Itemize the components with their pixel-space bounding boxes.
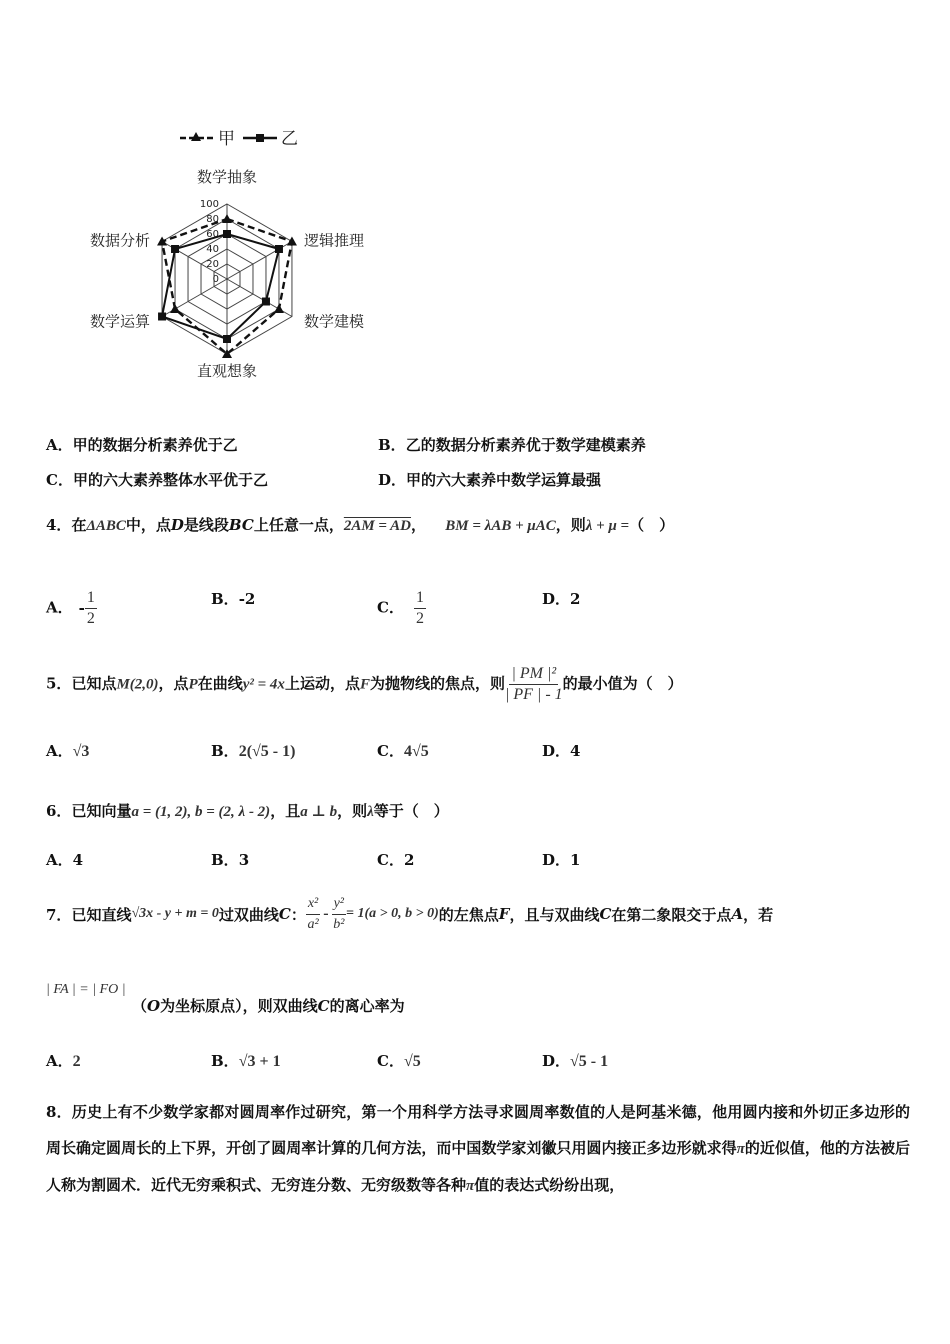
- axis-label-1: 逻辑推理: [303, 231, 364, 250]
- point-乙-5: [171, 245, 179, 253]
- q4-option-b: B．-2: [211, 590, 256, 608]
- q5-option-a: A．√3: [46, 742, 90, 760]
- q3-option-b: B．乙的数据分析素养优于数学建模素养: [378, 436, 646, 454]
- q6-option-a: A．4: [46, 851, 84, 869]
- legend-label-0: 甲: [218, 129, 235, 149]
- axis-label-4: 数学运算: [90, 312, 151, 331]
- point-乙-3: [223, 335, 231, 343]
- question-7-stem: 7． 已知直线 √3x - y + m = 0 过双曲线 C ： $\frac{\text{x²}}{\text{a²}}$ - $\frac{\text{y²}}{\text{b²}}$ = 1(a > 0, b > 0) 的左焦点 F ，且与双曲线 C 在第二象限交于点 A ，若: [46, 895, 774, 932]
- q6-option-c: C．2: [377, 851, 415, 869]
- chart-legend: [180, 129, 298, 149]
- q7-option-a: A．2: [46, 1052, 81, 1070]
- q7-option-b: B．√3 + 1: [211, 1052, 281, 1070]
- q4-option-d: D．2: [542, 590, 581, 608]
- question-7-stem-cont: （O为坐标原点），则双曲线C的离心率为: [132, 997, 405, 1015]
- point-乙-4: [158, 313, 166, 321]
- question-8-stem: 8．历史上有不少数学家都对圆周率作过研究，第一个用科学方法寻求圆周率数值的人是阿基米德，他用圆内接和外切正多边形的周长确定圆周长的上下界，开创了圆周率计算的几何方法，而中国数学家刘徽只用圆内接正多边形就求得π的近似值，他的方法被后人称为割圆术．近代无穷乘积式、无穷连分数、无穷级数等各种π值的表达式纷纷出现，: [46, 1103, 910, 1194]
- q6-option-d: D．1: [542, 851, 581, 869]
- axis-label-5: 数据分析: [90, 231, 151, 250]
- question-5-stem: 5．已知点M(2,0)，点P在曲线y² = 4x上运动，点F为抛物线的焦点，则 $\frac{\text{| PM |²}}{| PF | - 1}$ 的最小值为（ ）: [46, 665, 683, 703]
- q7-option-c: C．√5: [377, 1052, 421, 1070]
- tick-label-20: 20: [206, 259, 219, 270]
- radar-chart: [55, 122, 415, 412]
- q5-option-b: B．2(√5 - 1): [211, 742, 296, 760]
- point-甲-4: [170, 304, 180, 313]
- legend-label-1: 乙: [281, 129, 298, 149]
- q7-condition: | FA | = | FO |: [46, 982, 126, 997]
- point-甲-1: [287, 237, 297, 246]
- tick-label-60: 60: [206, 229, 219, 240]
- legend-marker-0: [191, 132, 201, 141]
- q3-option-d: D．甲的六大素养中数学运算最强: [378, 471, 602, 489]
- axis-label-3: 直观想象: [196, 362, 258, 380]
- point-乙-2: [262, 298, 270, 306]
- q3-option-a: A．甲的数据分析素养优于乙: [46, 436, 238, 454]
- tick-label-100: 100: [199, 199, 219, 210]
- legend-marker-1: [256, 134, 264, 142]
- point-乙-1: [275, 245, 283, 253]
- question-6-stem: 6．已知向量a = (1, 2), b = (2, λ - 2)，且a ⊥ b，则λ等于（ ）: [46, 802, 449, 820]
- q6-option-b: B．3: [211, 851, 250, 869]
- q5-option-d: D．4: [542, 742, 581, 760]
- point-乙-0: [223, 230, 231, 238]
- tick-label-80: 80: [206, 214, 219, 225]
- point-甲-2: [274, 304, 284, 313]
- axis-label-0: 数学抽象: [196, 168, 258, 186]
- tick-label-0: 0: [212, 274, 219, 285]
- tick-label-40: 40: [206, 244, 219, 255]
- axis-label-2: 数学建模: [303, 312, 364, 331]
- question-4-stem: 4．在ΔABC中，点D是线段BC上任意一点，2AM = AD， BM = λAB + μAC，则λ + μ =（ ）: [46, 516, 675, 534]
- q7-option-d: D．√5 - 1: [542, 1052, 609, 1070]
- q4-option-a: A． - $\frac{1}{2}$: [46, 589, 95, 627]
- q3-option-c: C．甲的六大素养整体水平优于乙: [46, 471, 268, 489]
- q5-option-c: C．4√5: [377, 742, 429, 760]
- q4-option-c: C． $\frac{1}{2}$: [377, 589, 424, 627]
- point-甲-0: [222, 214, 232, 223]
